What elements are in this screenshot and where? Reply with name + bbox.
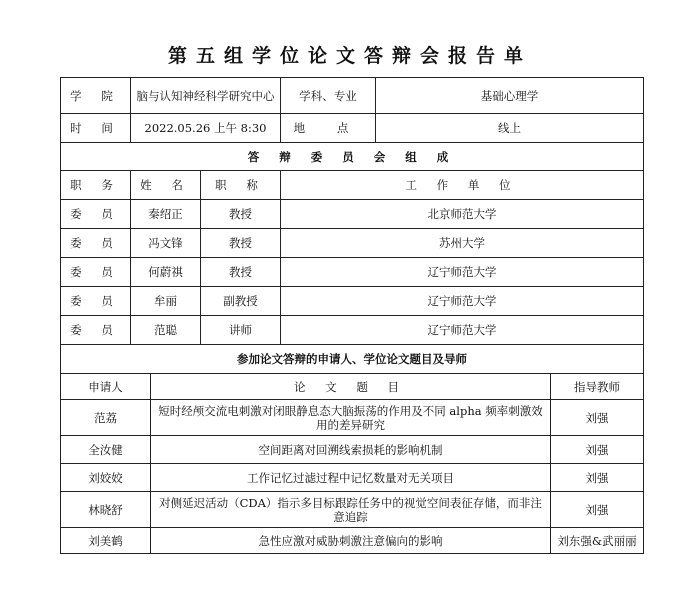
member-rank: 副教授 [201,287,281,316]
applicant-name: 林晓舒 [61,492,151,528]
committee-member-row [61,229,644,258]
applicant-topic: 对侧延迟活动（CDA）指示多目标跟踪任务中的视觉空间表征存储，而非注意追踪 [151,492,551,528]
major-label: 学科、专业 [281,78,376,114]
member-unit: 辽宁师范大学 [281,287,644,316]
applicant-name: 全汝健 [61,436,151,464]
applicant-advisor: 刘强 [551,436,644,464]
applicant-row [61,436,644,464]
member-name: 范聪 [131,316,201,345]
member-name: 牟丽 [131,287,201,316]
applicant-name: 刘美鹤 [61,528,151,554]
college-row [61,78,644,114]
member-unit: 北京师范大学 [281,200,644,229]
place-label: 地 点 [281,114,376,143]
col-role: 职 务 [61,171,131,200]
page-title: 第五组学位论文答辩会报告单 [167,45,532,67]
time-label: 时 间 [61,114,131,143]
applicant-advisor: 刘强 [551,464,644,492]
applicant-topic: 工作记忆过滤过程中记忆数量对无关项目 [151,464,551,492]
member-unit: 苏州大学 [281,229,644,258]
member-rank: 教授 [201,229,281,258]
applicant-advisor: 刘强 [551,492,644,528]
member-role: 委 员 [61,200,131,229]
applicant-row [61,464,644,492]
member-rank: 教授 [201,200,281,229]
major-value: 基础心理学 [376,78,644,114]
committee-member-row [61,258,644,287]
member-rank: 讲师 [201,316,281,345]
committee-member-row [61,316,644,345]
report-table [60,77,644,554]
time-value: 2022.05.26 上午 8:30 [131,114,281,143]
committee-heading: 答 辩 委 员 会 组 成 [61,143,644,171]
member-role: 委 员 [61,287,131,316]
col-applicant: 申请人 [61,374,151,400]
applicants-header-row [61,374,644,400]
member-role: 委 员 [61,258,131,287]
college-value: 脑与认知神经科学研究中心 [131,78,281,114]
committee-header-row [61,171,644,200]
member-name: 何蔚祺 [131,258,201,287]
member-unit: 辽宁师范大学 [281,258,644,287]
applicant-topic: 短时经颅交流电刺激对闭眼静息态大脑振荡的作用及不同 alpha 频率刺激效用的差异研究 [151,400,551,436]
committee-heading-row [61,143,644,171]
col-name: 姓 名 [131,171,201,200]
member-role: 委 员 [61,316,131,345]
committee-member-row [61,200,644,229]
col-unit: 工 作 单 位 [281,171,644,200]
member-name: 冯文锋 [131,229,201,258]
applicant-name: 范荔 [61,400,151,436]
applicant-row [61,400,644,436]
applicants-heading: 参加论文答辩的申请人、学位论文题目及导师 [61,345,644,374]
applicant-topic: 空间距离对回溯线索损耗的影响机制 [151,436,551,464]
member-unit: 辽宁师范大学 [281,316,644,345]
time-row [61,114,644,143]
col-advisor: 指导教师 [551,374,644,400]
col-topic: 论 文 题 目 [151,374,551,400]
applicant-row [61,492,644,528]
applicant-topic: 急性应激对威胁刺激注意偏向的影响 [151,528,551,554]
committee-member-row [61,287,644,316]
col-rank: 职 称 [201,171,281,200]
place-value: 线上 [376,114,644,143]
college-label: 学 院 [61,78,131,114]
applicant-row [61,528,644,554]
member-role: 委 员 [61,229,131,258]
applicants-heading-row [61,345,644,374]
member-name: 秦绍正 [131,200,201,229]
applicant-advisor: 刘强 [551,400,644,436]
applicant-advisor: 刘东强&武丽丽 [551,528,644,554]
applicant-name: 刘姣姣 [61,464,151,492]
member-rank: 教授 [201,258,281,287]
